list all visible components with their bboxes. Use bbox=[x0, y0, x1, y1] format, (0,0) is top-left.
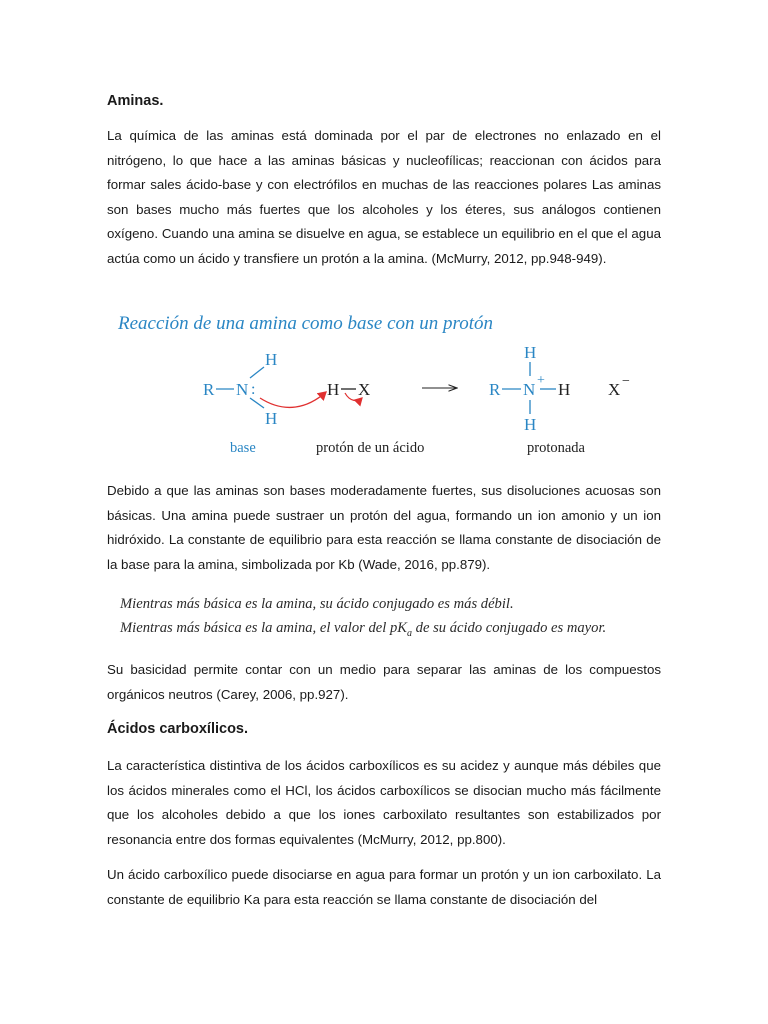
atom-x-acid: X bbox=[358, 380, 371, 399]
label-proton: protón de un ácido bbox=[316, 440, 425, 456]
atom-x-anion: X bbox=[608, 380, 621, 399]
minus-charge: − bbox=[622, 374, 630, 389]
atom-h-acid: H bbox=[327, 380, 340, 399]
plus-charge: + bbox=[537, 373, 545, 388]
paragraph-aminas-basicidad: Su basicidad permite contar con un medio para separar las aminas de los compuestos orgánicos neutros (Carey, 2006, pp.927). bbox=[107, 662, 661, 702]
atom-n-left: N bbox=[236, 380, 249, 399]
paragraph-acidos-ka: Un ácido carboxílico puede disociarse en agua para formar un protón y un ion carboxilato. La constante de equilibrio Ka para esta reacción se llama constante de disociación del bbox=[107, 867, 661, 907]
quote-line-1: Mientras más básica es la amina, su ácido conjugado es más débil. bbox=[120, 596, 514, 612]
atom-r-right: R bbox=[489, 380, 501, 399]
atom-h-bottom-left: H bbox=[265, 409, 278, 428]
amine-protonation-diagram bbox=[190, 340, 650, 465]
paragraph-aminas-kb: Debido a que las aminas son bases moderadamente fuertes, sus disoluciones acuosas son básicas. Una amina puede sustraer un protón del agua, formando un ion amonio y un ion hidróxido. La constante de equilibrio para esta reacción se llama constante de disociación de la base para la amina, simbolizada por Kb (Wade, 2016, pp.879). bbox=[107, 483, 661, 572]
atom-h-top-left: H bbox=[265, 350, 278, 369]
electron-arrow-1 bbox=[260, 392, 326, 407]
atom-h-top-right: H bbox=[524, 343, 537, 362]
label-base: base bbox=[230, 440, 256, 456]
heading-aminas: Aminas. bbox=[107, 93, 164, 109]
quote-line-2 bbox=[120, 620, 680, 639]
lone-pair: : bbox=[251, 381, 256, 398]
atom-r-left: R bbox=[203, 380, 215, 399]
quote-line-2-subscript: a bbox=[407, 627, 412, 639]
bond-n-h-top-left bbox=[250, 367, 264, 378]
atom-h-right: H bbox=[558, 380, 571, 399]
heading-acidos-carboxilicos: Ácidos carboxílicos. bbox=[107, 721, 249, 737]
paragraph-aminas-intro: La química de las aminas está dominada por el par de electrones no enlazado en el nitrógeno, lo que hace a las aminas básicas y nucleofílicas; reaccionan con ácidos para formar sales ácido-base y con electrófilos en muchas de las reacciones polares Las aminas son bases mucho más fuertes que los alcoholes y los éteres, sus análogos contienen oxígeno. Cuando una amina se disuelve en agua, se establece un equilibrio en el que el agua actúa como un ácido y transfiere un protón a la amina. (McMurry, 2012, pp.948-949). bbox=[107, 128, 661, 266]
quote-line-2-end: de su ácido conjugado es mayor. bbox=[412, 620, 607, 636]
atom-h-bottom-right: H bbox=[524, 415, 537, 434]
label-protonada: protonada bbox=[527, 440, 585, 456]
atom-n-right: N bbox=[523, 380, 536, 399]
figure-title: Reacción de una amina como base con un protón bbox=[118, 313, 493, 334]
quote-line-2-start: Mientras más básica es la amina, el valor del pK bbox=[120, 620, 407, 636]
paragraph-acidos-intro: La característica distintiva de los ácidos carboxílicos es su acidez y aunque más débiles que los ácidos minerales como el HCl, los ácidos carboxílicos se disocian mucho más fácilmente que los alcoholes debido a que los iones carboxilato resultantes son estabilizados por resonancia entre dos formas equivalentes (McMurry, 2012, pp.800). bbox=[107, 758, 661, 847]
